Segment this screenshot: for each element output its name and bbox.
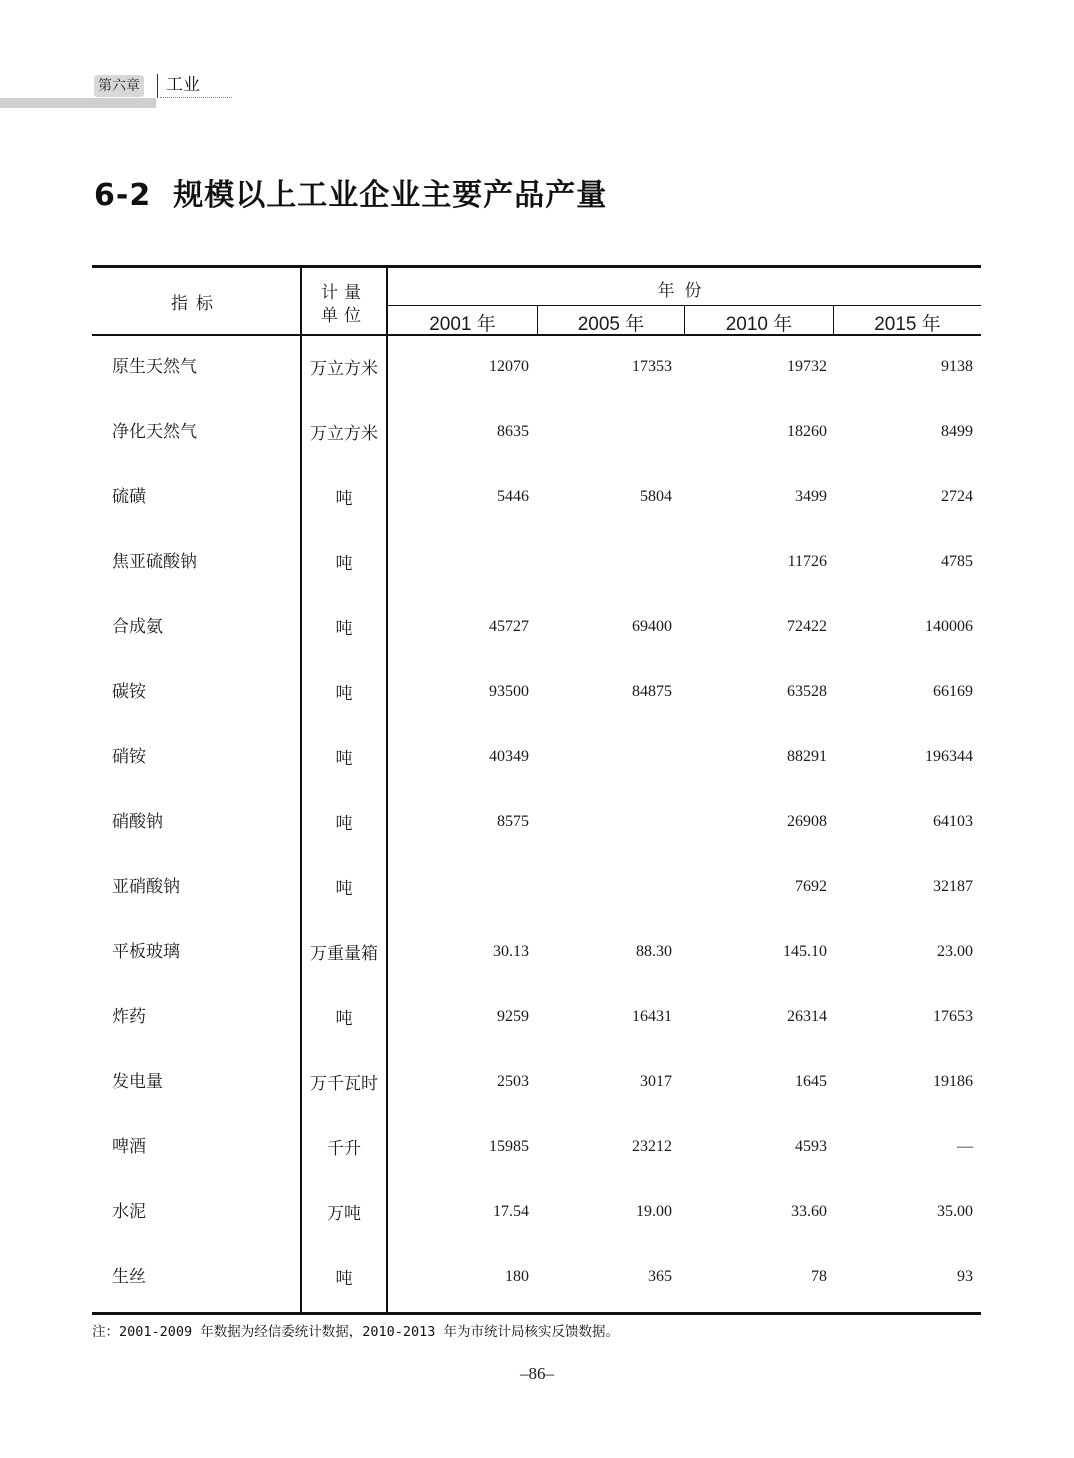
table-row bbox=[92, 352, 981, 382]
running-header bbox=[0, 72, 240, 112]
value-2015: 19186 bbox=[933, 1073, 973, 1090]
table-bottom-rule bbox=[92, 1312, 981, 1315]
value-2001: 180 bbox=[505, 1268, 529, 1285]
row-unit: 吨 bbox=[335, 749, 353, 769]
page-title bbox=[94, 170, 607, 214]
value-2005: 16431 bbox=[632, 1008, 672, 1025]
value-2010: 145.10 bbox=[783, 943, 827, 960]
value-2015: 66169 bbox=[933, 683, 973, 700]
value-2005: 23212 bbox=[632, 1138, 672, 1155]
header-year-group: 年份 bbox=[657, 281, 712, 301]
row-unit: 万重量箱 bbox=[310, 944, 378, 964]
row-unit: 吨 bbox=[335, 619, 353, 639]
table-row bbox=[92, 937, 981, 967]
row-unit: 千升 bbox=[327, 1139, 361, 1159]
table-number: 6-2 bbox=[94, 178, 152, 213]
value-2005: 5804 bbox=[640, 488, 672, 505]
row-indicator: 原生天然气 bbox=[112, 357, 197, 377]
value-2010: 88291 bbox=[787, 748, 827, 765]
value-2001: 15985 bbox=[489, 1138, 529, 1155]
table-row bbox=[92, 807, 981, 837]
value-2001: 8635 bbox=[497, 423, 529, 440]
table-title: 规模以上工业企业主要产品产量 bbox=[173, 178, 608, 213]
row-unit: 万吨 bbox=[327, 1204, 361, 1224]
value-2005: 69400 bbox=[632, 618, 672, 635]
value-2001: 12070 bbox=[489, 358, 529, 375]
header-indicator: 指标 bbox=[171, 294, 221, 314]
value-2010: 18260 bbox=[787, 423, 827, 440]
header-year-2005: 2005 年 bbox=[577, 314, 645, 335]
header-band bbox=[0, 98, 156, 108]
value-2010: 33.60 bbox=[791, 1203, 827, 1220]
product-output-table bbox=[92, 265, 981, 1316]
row-unit: 吨 bbox=[335, 554, 353, 574]
value-2001: 93500 bbox=[489, 683, 529, 700]
value-2010: 72422 bbox=[787, 618, 827, 635]
value-2015: 35.00 bbox=[937, 1203, 973, 1220]
value-2010: 26314 bbox=[787, 1008, 827, 1025]
value-2005: 84875 bbox=[632, 683, 672, 700]
value-2005: 365 bbox=[648, 1268, 672, 1285]
value-2015: 64103 bbox=[933, 813, 973, 830]
value-2001: 45727 bbox=[489, 618, 529, 635]
value-2015: — bbox=[957, 1138, 973, 1155]
value-2001: 8575 bbox=[497, 813, 529, 830]
table-row bbox=[92, 482, 981, 512]
value-2005: 19.00 bbox=[636, 1203, 672, 1220]
table-footnote: 注：2001-2009 年数据为经信委统计数据，2010-2013 年为市统计局核实反馈数据。 bbox=[92, 1324, 620, 1340]
row-unit: 吨 bbox=[335, 684, 353, 704]
value-2005: 88.30 bbox=[636, 943, 672, 960]
header-unit-line2: 单位 bbox=[321, 306, 367, 326]
value-2010: 78 bbox=[811, 1268, 827, 1285]
table-row bbox=[92, 677, 981, 707]
row-indicator: 碳铵 bbox=[112, 682, 146, 702]
value-2015: 9138 bbox=[941, 358, 973, 375]
row-indicator: 亚硝酸钠 bbox=[112, 877, 180, 897]
row-indicator: 硝酸钠 bbox=[112, 812, 163, 832]
table-row bbox=[92, 1067, 981, 1097]
value-2001: 17.54 bbox=[493, 1203, 529, 1220]
row-indicator: 水泥 bbox=[112, 1202, 146, 1222]
table-row bbox=[92, 872, 981, 902]
value-2001: 2503 bbox=[497, 1073, 529, 1090]
header-year-2015: 2015 年 bbox=[874, 314, 941, 335]
header-year-2010: 2010 年 bbox=[725, 314, 793, 335]
value-2010: 3499 bbox=[795, 488, 827, 505]
row-unit: 吨 bbox=[335, 814, 353, 834]
value-2010: 4593 bbox=[795, 1138, 827, 1155]
row-indicator: 净化天然气 bbox=[112, 422, 197, 442]
table-row bbox=[92, 742, 981, 772]
value-2005: 3017 bbox=[640, 1073, 672, 1090]
value-2001: 30.13 bbox=[493, 943, 529, 960]
value-2010: 7692 bbox=[795, 878, 827, 895]
value-2015: 140006 bbox=[925, 618, 973, 635]
row-indicator: 发电量 bbox=[112, 1072, 163, 1092]
row-unit: 万千瓦时 bbox=[310, 1074, 378, 1094]
value-2010: 1645 bbox=[795, 1073, 827, 1090]
table-row bbox=[92, 417, 981, 447]
header-unit-line1: 计量 bbox=[321, 283, 367, 303]
row-unit: 吨 bbox=[335, 489, 353, 509]
section-label: 工业 bbox=[166, 75, 200, 95]
header-divider bbox=[157, 74, 158, 98]
header-dotted-rule bbox=[160, 97, 232, 98]
row-indicator: 硝铵 bbox=[112, 747, 146, 767]
row-indicator: 啤酒 bbox=[112, 1137, 146, 1157]
row-indicator: 平板玻璃 bbox=[112, 942, 180, 962]
row-unit: 万立方米 bbox=[310, 424, 378, 444]
table-row bbox=[92, 1132, 981, 1162]
value-2001: 40349 bbox=[489, 748, 529, 765]
value-2015: 23.00 bbox=[937, 943, 973, 960]
row-unit: 万立方米 bbox=[310, 359, 378, 379]
chapter-label: 第六章 bbox=[94, 75, 144, 97]
value-2010: 26908 bbox=[787, 813, 827, 830]
row-indicator: 合成氨 bbox=[112, 617, 163, 637]
table-row bbox=[92, 1197, 981, 1227]
page-number: –86– bbox=[520, 1364, 554, 1383]
value-2001: 5446 bbox=[497, 488, 529, 505]
row-indicator: 硫磺 bbox=[112, 487, 146, 507]
table-row bbox=[92, 547, 981, 577]
row-unit: 吨 bbox=[335, 1009, 353, 1029]
value-2015: 8499 bbox=[941, 423, 973, 440]
value-2005: 17353 bbox=[632, 358, 672, 375]
value-2010: 11726 bbox=[787, 553, 827, 570]
table-row bbox=[92, 612, 981, 642]
row-unit: 吨 bbox=[335, 1269, 353, 1289]
value-2015: 17653 bbox=[933, 1008, 973, 1025]
value-2010: 19732 bbox=[787, 358, 827, 375]
value-2015: 196344 bbox=[925, 748, 973, 765]
table-row bbox=[92, 1002, 981, 1032]
value-2015: 32187 bbox=[933, 878, 973, 895]
row-unit: 吨 bbox=[335, 879, 353, 899]
table-top-rule bbox=[92, 265, 981, 268]
value-2015: 4785 bbox=[941, 553, 973, 570]
row-indicator: 生丝 bbox=[112, 1267, 146, 1287]
row-indicator: 焦亚硫酸钠 bbox=[112, 552, 197, 572]
value-2015: 2724 bbox=[941, 488, 973, 505]
value-2001: 9259 bbox=[497, 1008, 529, 1025]
row-indicator: 炸药 bbox=[112, 1007, 146, 1027]
value-2015: 93 bbox=[957, 1268, 973, 1285]
value-2010: 63528 bbox=[787, 683, 827, 700]
table-row bbox=[92, 1262, 981, 1292]
header-year-2001: 2001 年 bbox=[429, 314, 496, 335]
